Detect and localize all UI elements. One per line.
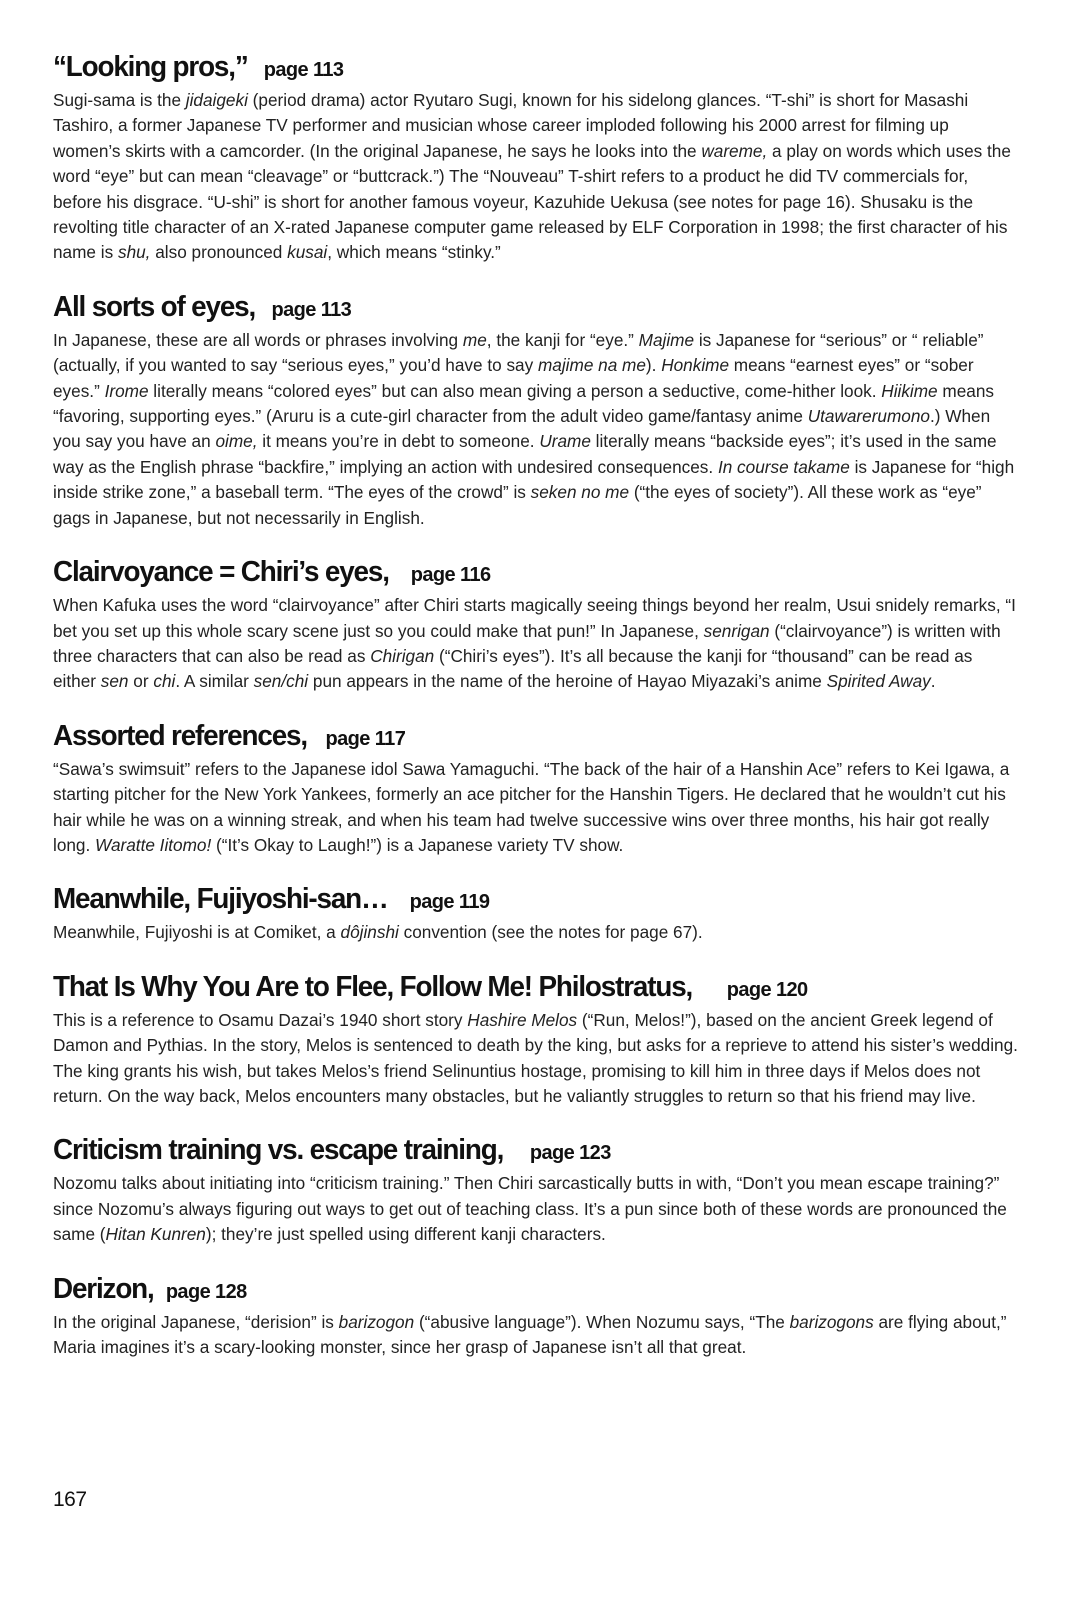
text-run: pun appears in the name of the heroine of Hayao Miyazaki’s anime xyxy=(308,671,827,692)
text-run: (period drama) actor Ryutaro Sugi, known for his sidelong glances. “T-shi” is short for Masashi Tashiro, a former Japanese TV performer and musician whose career imploded following his 2000 arrest for filming up women’s skirts with a camcorder. (In the original Japanese, he says he looks into the xyxy=(53,90,969,161)
section-body xyxy=(53,1310,1018,1361)
section-page-ref: page 113 xyxy=(271,298,352,321)
text-run: .) When you say you have an xyxy=(53,406,991,452)
note-section xyxy=(53,966,1018,1110)
text-run: Sugi-sama is the xyxy=(53,90,186,110)
text-run-italic: oime, xyxy=(215,431,258,452)
text-run-italic: barizogon xyxy=(338,1311,415,1332)
note-section xyxy=(53,1129,1018,1247)
text-run-italic: In course takame xyxy=(717,456,850,477)
section-body xyxy=(53,328,1018,531)
section-title: Clairvoyance = Chiri’s eyes, xyxy=(53,556,389,589)
section-title: All sorts of eyes, xyxy=(53,290,256,323)
section-body xyxy=(53,920,1018,945)
section-page-ref: page 117 xyxy=(325,727,406,750)
text-run-italic: Spirited Away xyxy=(826,671,931,692)
text-run: is Japanese for “high inside strike zone,” a baseball term. “The eyes of the crowd” is xyxy=(53,456,1015,503)
text-run-italic: Chirigan xyxy=(370,645,435,666)
section-page-ref: page 128 xyxy=(165,1280,247,1303)
text-run-italic: Utawarerumono xyxy=(807,406,930,427)
text-run: is Japanese for “serious” or “ reliable” (actually, if you wanted to say “serious eyes,” you’d have to say xyxy=(53,329,984,376)
text-run: ). xyxy=(645,355,662,376)
note-section xyxy=(53,46,1018,266)
text-run: it means you’re in debt to someone. xyxy=(257,431,540,452)
text-run: also pronounced xyxy=(150,242,288,263)
text-run-italic: barizogons xyxy=(789,1311,874,1332)
text-run-italic: sen xyxy=(100,671,129,692)
text-run-italic: shu, xyxy=(117,242,151,263)
section-body xyxy=(53,1171,1018,1247)
text-run: literally means “colored eyes” but can also mean giving a person a seductive, come-hither look. xyxy=(148,380,882,401)
text-run: means “earnest eyes” or “sober eyes.” xyxy=(53,355,974,401)
text-run: . A similar xyxy=(175,671,254,692)
section-body xyxy=(53,593,1018,695)
text-run: In Japanese, these are all words or phrases involving xyxy=(53,329,463,350)
text-run: , which means “stinky.” xyxy=(327,242,501,263)
text-run: (“Chiri’s eyes”). It’s all because the kanji for “thousand” can be read as either xyxy=(53,645,973,692)
text-run: Nozomu talks about initiating into “criticism training.” Then Chiri sarcastically butts in with, “Don’t you mean escape training?” since Nozomu’s always figuring out ways to get out of teaching class. It’s a pun since both of these words are pronounced the same ( xyxy=(53,1173,1007,1245)
section-page-ref: page 119 xyxy=(409,891,490,914)
section-heading xyxy=(53,46,1018,88)
text-run-italic: Honkime xyxy=(661,355,730,376)
section-heading xyxy=(53,878,1018,920)
text-run-italic: seken no me xyxy=(530,482,630,503)
text-run: ); they’re just spelled using different kanji characters. xyxy=(205,1224,606,1245)
text-run: are flying about,” Maria imagines it’s a scary-looking monster, since her grasp of Japanese isn’t all that great. xyxy=(53,1311,1007,1357)
text-run-italic: sen/chi xyxy=(253,671,309,692)
page-number: 167 xyxy=(53,1488,87,1511)
section-body xyxy=(53,88,1018,266)
text-run-italic: Urame xyxy=(539,431,591,452)
text-run: convention (see the notes for page 67). xyxy=(398,922,703,943)
section-heading xyxy=(53,551,1018,593)
text-run: or xyxy=(128,671,154,692)
text-run-italic: majime na me xyxy=(537,355,646,376)
text-run: This is a reference to Osamu Dazai’s 1940 short story xyxy=(53,1009,468,1030)
notes-page xyxy=(53,46,1018,1380)
section-title: Meanwhile, Fujiyoshi-san… xyxy=(53,883,388,916)
text-run-italic: Hashire Melos xyxy=(467,1009,578,1030)
text-run: (“Run, Melos!”), based on the ancient Greek legend of Damon and Pythias. In the story, Melos is sentenced to death by the king, but asks for a reprieve to attend his sister’s wedding. The king grants his wish, but takes Melos’s friend Selinuntius hostage, promising to kill him in three days if Melos does not return. On the way back, Melos encounters many obstacles, but he valiantly struggles to return so that his friend may live. xyxy=(53,1009,1018,1106)
section-title: Assorted references, xyxy=(53,719,307,752)
text-run: . xyxy=(930,671,936,692)
text-run: literally means “backside eyes”; it’s used in the same way as the English phrase “backfire,” implying an action with undesired consequences. xyxy=(53,431,997,477)
section-heading xyxy=(53,1268,1018,1310)
text-run-italic: dôjinshi xyxy=(340,922,399,943)
text-run: When Kafuka uses the word “clairvoyance” after Chiri starts magically seeing things beyond her realm, Usui snidely remarks, “I bet you set up this whole scary scene just so you could make that pun!” In Japanese, xyxy=(53,595,1016,641)
text-run: means “favoring, supporting eyes.” (Aruru is a cute-girl character from the adult video game/fantasy anime xyxy=(53,380,994,427)
section-heading xyxy=(53,286,1018,328)
text-run-italic: wareme, xyxy=(701,140,768,161)
section-title: Criticism training vs. escape training, xyxy=(53,1134,504,1167)
text-run-italic: Hitan Kunren xyxy=(105,1224,206,1245)
section-title: Derizon, xyxy=(53,1272,154,1305)
section-page-ref: page 120 xyxy=(726,978,808,1001)
text-run-italic: Hiikime xyxy=(881,380,938,401)
note-section xyxy=(53,286,1018,531)
section-title: That Is Why You Are to Flee, Follow Me! Philostratus, xyxy=(53,970,693,1003)
section-heading xyxy=(53,715,1018,757)
text-run-italic: Majime xyxy=(638,329,695,350)
note-section xyxy=(53,878,1018,945)
text-run: In the original Japanese, “derision” is xyxy=(53,1311,339,1332)
note-section xyxy=(53,1268,1018,1361)
section-title: “Looking pros,” xyxy=(53,51,248,83)
text-run-italic: Irome xyxy=(104,380,149,401)
text-run-italic: jidaigeki xyxy=(185,90,248,110)
text-run: (“clairvoyance”) is written with three characters that can also be read as xyxy=(53,620,1001,666)
section-page-ref: page 113 xyxy=(263,59,344,81)
text-run: a play on words which uses the word “eye” but can mean “cleavage” or “buttcrack.”) The “Nouveau” T-shirt refers to a product he did TV commercials for, before his disgrace. “U-shi” is short for another famous voyeur, Kazuhide Uekusa (see notes for page 16). Shusaku is the revolting title character of an X-rated Japanese computer game released by ELF Corporation in 1998; the first character of his name is xyxy=(53,140,1011,263)
section-page-ref: page 123 xyxy=(529,1142,611,1165)
section-body xyxy=(53,1008,1018,1110)
note-section xyxy=(53,715,1018,859)
text-run-italic: me xyxy=(462,329,487,350)
text-run: (“the eyes of society”). All these work as “eye” gags in Japanese, but not necessarily in English. xyxy=(53,482,982,528)
text-run: (“It’s Okay to Laugh!”) is a Japanese variety TV show. xyxy=(211,834,624,855)
text-run: “Sawa’s swimsuit” refers to the Japanese idol Sawa Yamaguchi. “The back of the hair of a Hanshin Ace” refers to Kei Igawa, a starting pitcher for the New York Yankees, formerly an ace pitcher for the Hanshin Tigers. He declared that he wouldn’t cut his hair while he was on a winning streak, and when his team had twelve successive wins over three months, his hair got really long. xyxy=(53,758,1010,855)
section-heading xyxy=(53,966,1018,1008)
section-heading xyxy=(53,1129,1018,1171)
section-body xyxy=(53,757,1018,859)
note-section xyxy=(53,551,1018,695)
text-run-italic: senrigan xyxy=(703,620,770,641)
section-page-ref: page 116 xyxy=(410,564,491,587)
text-run: , the kanji for “eye.” xyxy=(486,329,639,350)
text-run-italic: Waratte Iitomo! xyxy=(95,834,212,855)
text-run-italic: chi xyxy=(153,671,176,692)
text-run: Meanwhile, Fujiyoshi is at Comiket, a xyxy=(53,922,341,943)
text-run-italic: kusai xyxy=(287,242,328,263)
text-run: (“abusive language”). When Nozumu says, “The xyxy=(414,1311,790,1332)
